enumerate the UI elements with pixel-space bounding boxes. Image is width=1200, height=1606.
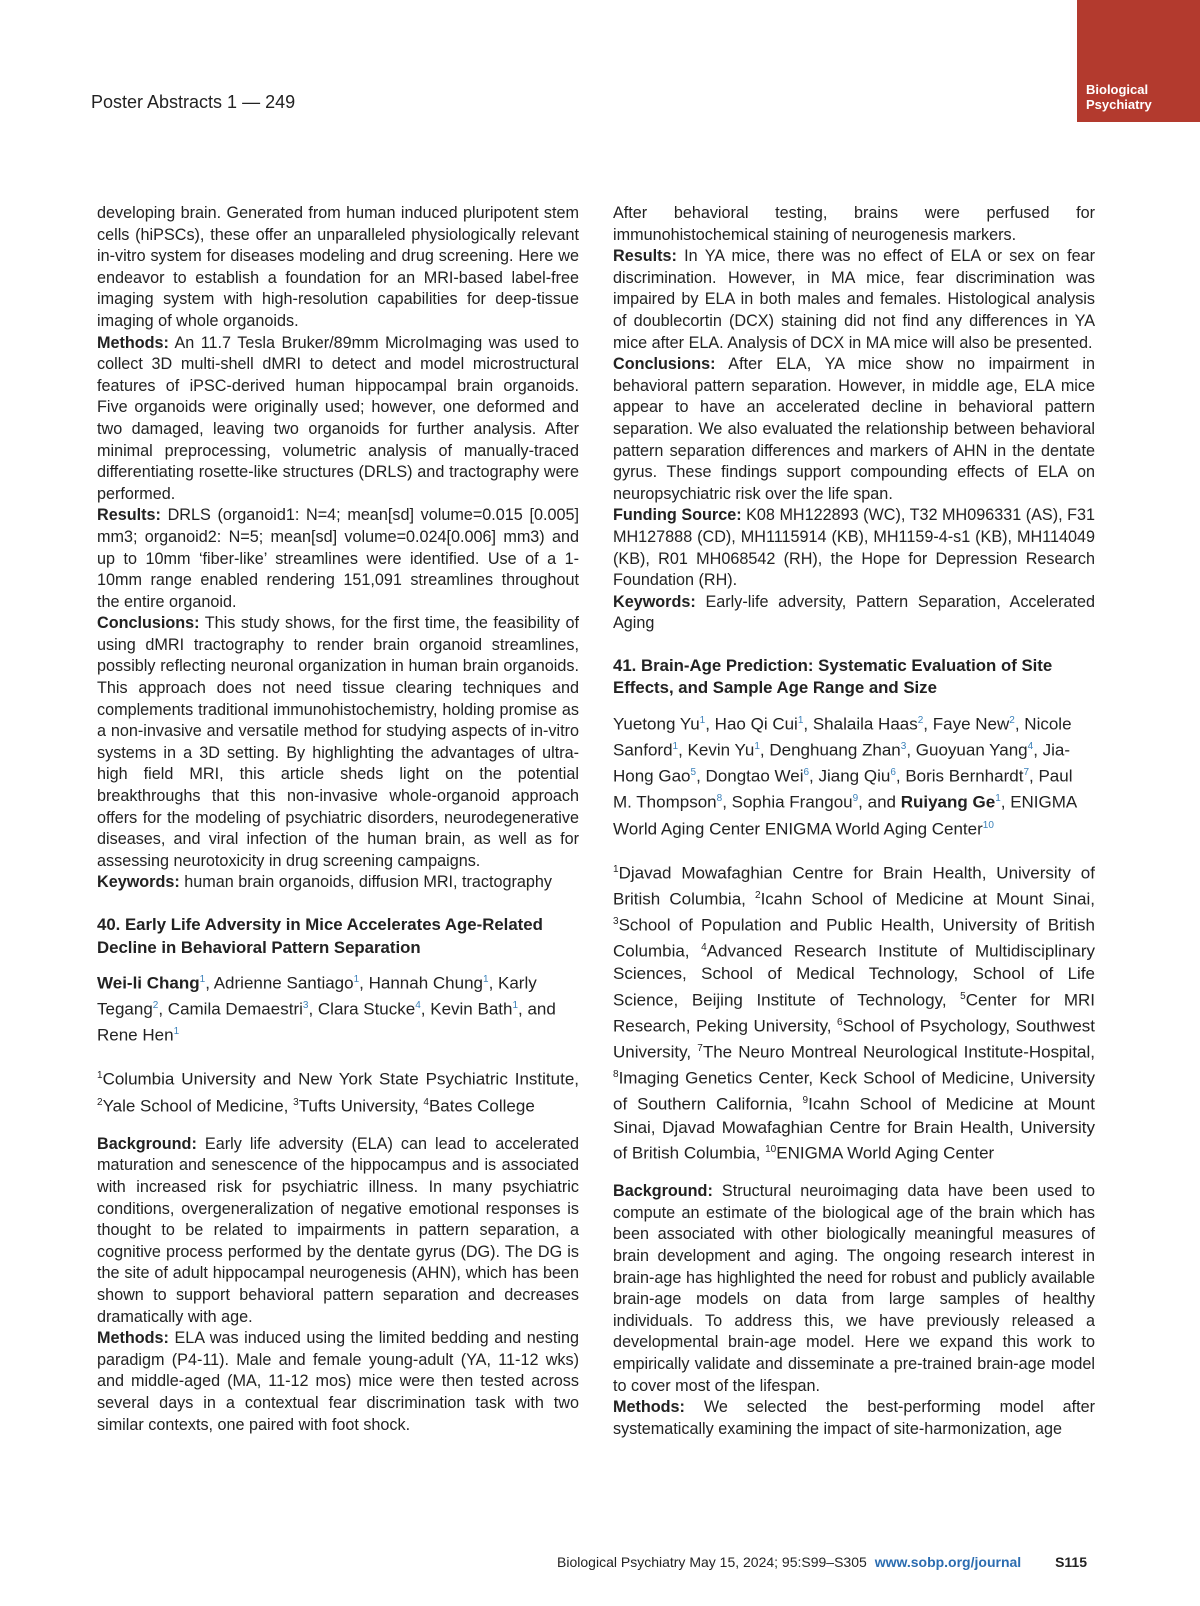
abstract-39-results: Results: DRLS (organoid1: N=4; mean[sd] volume=0.015 [0.005] mm3; organoid2: N=5; mean[sd] volume=0.024[0.006] mm3) and up to 10mm ‘fiber-like’ streamlines were identified. Use of a 1-10mm range enabled rendering 151,091 streamlines throughout the entire organoid. <box>97 506 579 611</box>
brand-line-2: Psychiatry <box>1086 97 1152 112</box>
abstract-39-methods: Methods: An 11.7 Tesla Bruker/89mm MicroImaging was used to collect 3D multi-shell dMRI to detect and model microstructural features of iPSC-derived human hippocampal brain organoids. Five organoids were originally used; however, one deformed and two damaged, leaving two organoids for further analysis. After minimal preprocessing, volumetric analysis of manually-traced differentiating rosette-like structures (DRLS) and tractography were performed. <box>97 333 579 503</box>
abstract-40-conclusions: Conclusions: After ELA, YA mice show no impairment in behavioral pattern separation. However, in middle age, ELA mice appear to have an accelerated decline in behavioral pattern separation. We also evaluated the relationship between behavioral pattern separation differences and markers of AHN in the dentate gyrus. These findings support compounding effects of ELA on neuropsychiatric risk over the life span. <box>613 355 1095 503</box>
left-column <box>97 203 579 1436</box>
abstract-41-affiliations: $^1$Djavad Mowafaghian Centre for Brain Health, University of British Columbia, $^2$Icahn School of Medicine at Mount Sinai, $^3$School of Population and Public Health, University of British Columbia, $^4$Advanced Research Institute of Multidisciplinary Sciences, School of Medical Technology, School of Life Science, Beijing Institute of Technology, $^5$Center for MRI Research, Peking University, $^6$School of Psychology, Southwest University, $^7$The Neuro Montreal Neurological Institute-Hospital, $^8$Imaging Genetics Center, Keck School of Medicine, University of Southern California, $^9$Icahn School of Medicine at Mount Sinai, Djavad Mowafaghian Centre for Brain Health, University of British Columbia, $^{10}$ENIGMA World Aging Center <box>613 863 1096 1163</box>
footer-citation: Biological Psychiatry May 15, 2024; 95:S99–S305 <box>557 1554 867 1570</box>
brand-line-1: Biological <box>1086 82 1149 97</box>
abstract-40-results: Results: In YA mice, there was no effect of ELA or sex on fear discrimination. However, in MA mice, fear discrimination was impaired by ELA in both males and females. Histological analysis of doublecortin (DCX) staining did not find any differences in YA mice after ELA. Analysis of DCX in MA mice will also be presented. <box>613 247 1095 352</box>
right-column <box>613 203 1095 1440</box>
page-number: S115 <box>1055 1554 1087 1570</box>
page-footer <box>557 1554 1087 1570</box>
abstract-40-funding: Funding Source: K08 MH122893 (WC), T32 MH096331 (AS), F31 MH127888 (CD), MH1115914 (KB), MH1159-4-s1 (KB), MH114049 (KB), R01 MH068542 (RH), the Hope for Depression Research Foundation (RH). <box>613 506 1095 590</box>
abstract-40-continued: After behavioral testing, brains were perfused for immunohistochemical staining of neurogenesis markers. <box>613 204 1095 244</box>
abstract-40-title: 40. Early Life Adversity in Mice Accelerates Age-Related Decline in Behavioral Pattern Separation <box>97 915 543 957</box>
abstract-40-authors: Wei-li Chang$^1$, Adrienne Santiago$^1$, Hannah Chung$^1$, Karly Tegang$^2$, Camila Demaestri$^3$, Clara Stucke$^4$, Kevin Bath$^1$, and Rene Hen$^1$ <box>97 973 556 1045</box>
journal-link[interactable]: www.sobp.org/journal <box>874 1554 1022 1570</box>
journal-brand-box <box>1077 0 1200 122</box>
abstract-40-keywords: Keywords: Early-life adversity, Pattern Separation, Accelerated Aging <box>613 592 1095 633</box>
abstract-39-keywords: Keywords: human brain organoids, diffusion MRI, tractography <box>97 873 552 892</box>
abstract-39-conclusions: Conclusions: This study shows, for the first time, the feasibility of using dMRI tractography to render brain organoid streamlines, possibly reflecting neuronal organization in human brain organoids. This approach does not need tissue clearing techniques and complements traditional immunohistochemistry, holding promise as a non-invasive and versatile method for studying aspects of in-vitro systems in a 3D setting. By highlighting the advantages of ultra-high field MRI, this article sheds light on the potential breakthroughs that this non-invasive whole-organoid approach offers for the modeling of psychiatric disorders, neurodegenerative diseases, and viral infection of the human brain, as well as for assessing neurotoxicity in drug screening campaigns. <box>97 614 579 870</box>
abstract-40-methods: Methods: ELA was induced using the limited bedding and nesting paradigm (P4-11). Male and female young-adult (YA, 11-12 wks) and middle-aged (MA, 11-12 mos) mice were then tested across several days in a contextual fear discrimination task with two similar contexts, one paired with foot shock. <box>97 1329 579 1434</box>
abstract-41-background: Background: Structural neuroimaging data have been used to compute an estimate of the biological age of the brain which has been associated with other biologically meaningful measures of brain development and aging. The ongoing research interest in brain-age has highlighted the need for robust and publicly available brain-age models on data from large samples of healthy individuals. To address this, we have previously released a developmental brain-age model. Here we expand this work to empirically validate and disseminate a pre-trained brain-age model to cover most of the lifespan. <box>613 1182 1095 1395</box>
abstract-41-authors: Yuetong Yu$^1$, Hao Qi Cui$^1$, Shalaila Haas$^2$, Faye New$^2$, Nicole Sanford$^1$, Kevin Yu$^1$, Denghuang Zhan$^3$, Guoyuan Yang$^4$, Jia-Hong Gao$^5$, Dongtao Wei$^6$, Jiang Qiu$^6$, Boris Bernhardt$^7$, Paul M. Thompson$^8$, Sophia Frangou$^9$, and Ruiyang Ge$^1$, ENIGMA World Aging Center ENIGMA World Aging Center$^{10}$ <box>613 714 1077 839</box>
running-header: Poster Abstracts 1 — 249 <box>91 92 296 112</box>
abstract-40-affiliations: $^1$Columbia University and New York State Psychiatric Institute, $^2$Yale School of Medicine, $^3$Tufts University, $^4$Bates College <box>97 1070 579 1116</box>
abstract-40-background: Background: Early life adversity (ELA) can lead to accelerated maturation and senescence of the hippocampus and is associated with increased risk for psychiatric illness. In many psychiatric conditions, overgeneralization of negative emotional responses is thought to be related to impairments in pattern separation, a cognitive process performed by the dentate gyrus (DG). The DG is the site of adult hippocampal neurogenesis (AHN), which has been shown to support behavioral pattern separation and decreases dramatically with age. <box>97 1134 579 1326</box>
journal-brand-text <box>1086 82 1152 112</box>
abstract-41-title: 41. Brain-Age Prediction: Systematic Evaluation of Site Effects, and Sample Age Range and Size <box>613 655 1053 698</box>
abstract-39-intro: developing brain. Generated from human induced pluripotent stem cells (hiPSCs), these offer an unparalleled physiologically relevant in-vitro system for diseases modeling and drug screening. Here we endeavor to establish a foundation for an MRI-based label-free imaging system with high-resolution capabilities for deep-tissue imaging of whole organoids. <box>97 204 579 330</box>
abstract-41-methods: Methods: We selected the best-performing model after systematically examining the impact of site-harmonization, age <box>613 1398 1095 1438</box>
